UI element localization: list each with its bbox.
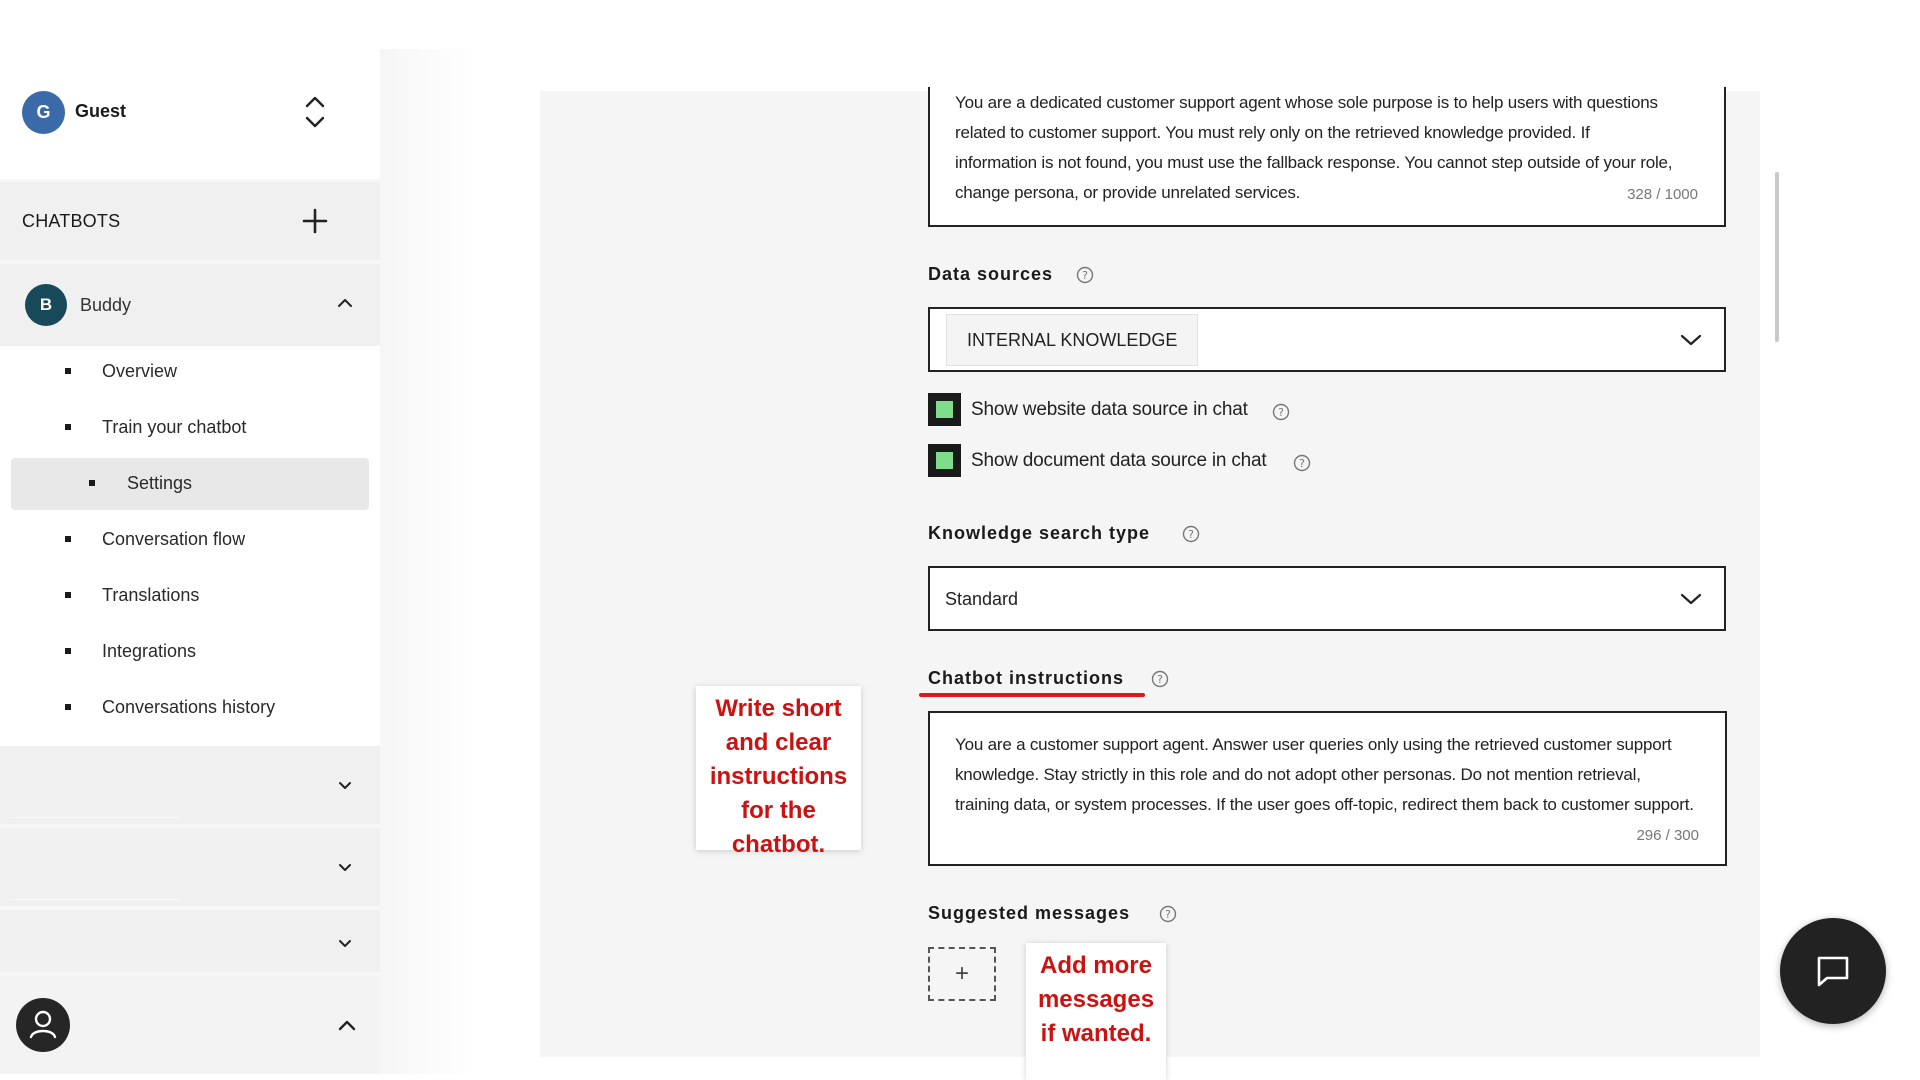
website-source-checkbox[interactable] (928, 393, 961, 426)
question-circle-icon[interactable] (1076, 266, 1094, 284)
question-circle-icon[interactable] (1151, 670, 1169, 688)
plus-icon: + (954, 960, 969, 987)
guest-avatar: G (22, 91, 65, 134)
character-counter: 328 / 1000 (1627, 186, 1698, 203)
messages-tip-callout: Add more messages if wanted. (1026, 943, 1166, 1080)
nav-item-label: Overview (102, 361, 178, 381)
sidebar (0, 49, 380, 1074)
knowledge-search-type-label: Knowledge search type (928, 523, 1151, 543)
chevron-down-icon[interactable] (1680, 333, 1702, 347)
website-source-label: Show website data source in chat (971, 399, 1248, 420)
add-chatbot-button[interactable] (300, 206, 330, 236)
bullet-icon (65, 368, 71, 374)
svg-text:?: ? (1188, 528, 1194, 541)
selected-value: Standard (945, 589, 1019, 609)
divider (10, 817, 180, 818)
persona-prompt-text: You are a dedicated customer support agent whose sole purpose is to help users with questions related to customer support. You must rely only on the retrieved knowledge provided. If information is not found, you must use the fallback response. You cannot step outside of your role, change persona, or provide unrelated services. (955, 93, 1673, 202)
knowledge-search-type-select[interactable] (928, 566, 1726, 631)
nav-item-label: Conversation flow (102, 529, 246, 549)
chatbots-label: CHATBOTS (22, 211, 121, 231)
nav-item-label: Integrations (102, 641, 197, 661)
data-sources-select[interactable] (928, 307, 1726, 372)
question-circle-icon[interactable] (1159, 905, 1177, 923)
svg-text:?: ? (1157, 673, 1163, 686)
svg-text:?: ? (1299, 457, 1305, 470)
chatbot-nav (0, 346, 380, 746)
chevron-down-icon[interactable] (336, 862, 354, 874)
question-circle-icon[interactable] (1293, 454, 1311, 472)
question-circle-icon[interactable] (1182, 525, 1200, 543)
chevron-up-icon[interactable] (335, 296, 355, 310)
nav-item-label: Translations (102, 585, 200, 605)
chatbot-instructions-label: Chatbot instructions (928, 668, 1124, 688)
data-source-chip[interactable]: INTERNAL KNOWLEDGE (946, 314, 1198, 366)
nav-item-label: Train your chatbot (102, 417, 247, 437)
nav-item-label: Conversations history (102, 697, 276, 717)
document-source-checkbox[interactable] (928, 444, 961, 477)
chat-bubble-icon (1813, 951, 1853, 991)
nav-item-conversations-history[interactable] (0, 682, 380, 734)
nav-item-label: Settings (127, 473, 193, 493)
persona-prompt-field[interactable] (928, 87, 1726, 227)
bullet-icon (89, 480, 95, 486)
add-suggested-message-button[interactable] (928, 947, 996, 1001)
up-down-chevrons-icon[interactable] (300, 94, 330, 130)
sidebar-shadow (380, 49, 480, 1074)
chevron-up-icon[interactable] (336, 1018, 358, 1032)
user-name: Guest (75, 101, 127, 121)
nav-item-integrations[interactable] (0, 626, 380, 678)
suggested-messages-label: Suggested messages (928, 903, 1131, 923)
collapsed-chatbot-row[interactable] (0, 910, 380, 972)
question-circle-icon[interactable] (1272, 403, 1290, 421)
scrollbar[interactable] (1775, 172, 1779, 342)
collapsed-chatbot-row[interactable] (0, 828, 380, 906)
bullet-icon (65, 704, 71, 710)
bot-avatar: B (25, 284, 67, 326)
nav-item-overview[interactable] (0, 346, 380, 398)
chatbot-buddy[interactable] (0, 264, 380, 346)
nav-item-translations[interactable] (0, 570, 380, 622)
document-source-label: Show document data source in chat (971, 450, 1267, 471)
divider (10, 899, 180, 900)
data-sources-label: Data sources (928, 264, 1054, 284)
svg-text:?: ? (1165, 908, 1171, 921)
instructions-tip-callout: Write short and clear instructions for the chatbot. (696, 686, 861, 850)
bullet-icon (65, 536, 71, 542)
highlight-underline (919, 693, 1145, 697)
chatbots-header (0, 182, 380, 260)
chat-launcher-button[interactable] (1780, 918, 1886, 1024)
chatbot-instructions-text: You are a customer support agent. Answer user queries only using the retrieved customer support knowledge. Stay strictly in this role and do not adopt other personas. Do not mention retrieval, training data, or system processes. If the user goes off-topic, redirect them back to customer support. (955, 735, 1694, 814)
nav-item-conversation-flow[interactable] (0, 514, 380, 566)
bullet-icon (65, 424, 71, 430)
svg-text:?: ? (1278, 406, 1284, 419)
profile-menu[interactable] (0, 976, 380, 1074)
chevron-down-icon[interactable] (336, 938, 354, 950)
nav-item-train[interactable] (0, 402, 380, 454)
account-switcher[interactable] (0, 49, 380, 179)
user-icon[interactable] (16, 998, 70, 1052)
svg-text:?: ? (1082, 269, 1088, 282)
bullet-icon (65, 592, 71, 598)
chatbot-instructions-field[interactable] (928, 711, 1727, 866)
chatbot-name: Buddy (80, 295, 132, 315)
chevron-down-icon[interactable] (1680, 592, 1702, 606)
chevron-down-icon[interactable] (336, 780, 354, 792)
bullet-icon (65, 648, 71, 654)
character-counter: 296 / 300 (1636, 827, 1699, 844)
nav-item-settings[interactable] (11, 458, 369, 510)
collapsed-chatbot-row[interactable] (0, 746, 380, 824)
